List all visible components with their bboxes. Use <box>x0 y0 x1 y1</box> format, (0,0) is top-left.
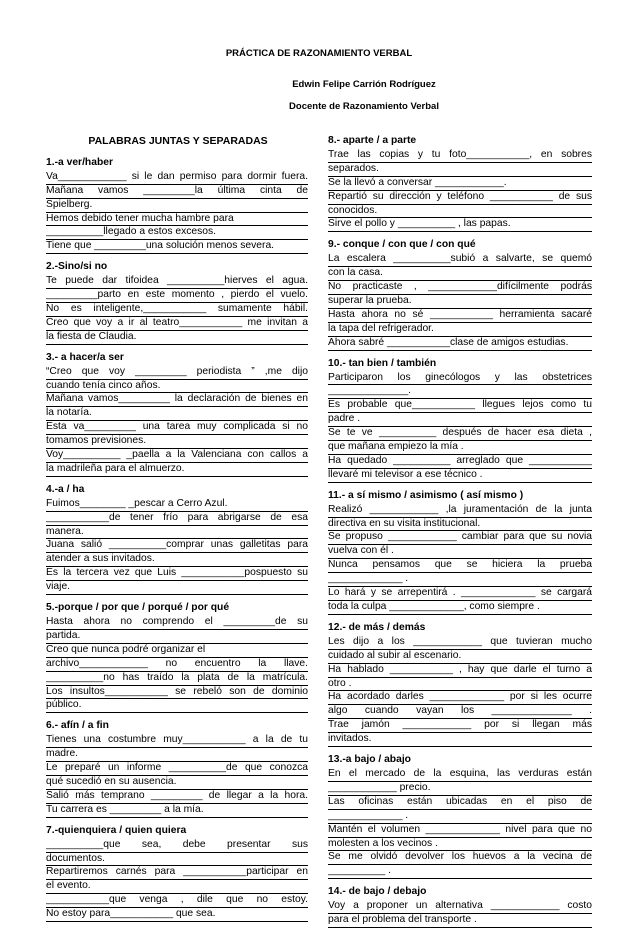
exercise-line: manera. <box>46 526 308 540</box>
exercise-line: No estoy para___________ que sea. <box>46 908 308 922</box>
exercise-line: Trae jamón ____________ por si llegan más <box>328 719 592 733</box>
exercise-line: Les dijo a los ____________ que tuvieran mucho <box>328 636 592 650</box>
exercise-line: público. <box>46 699 308 713</box>
exercise-line: Trae las copias y tu foto___________, en sobres <box>328 149 592 163</box>
exercise-title: 14.- de bajo / debajo <box>328 886 427 898</box>
exercise-line: Se te ve __________ después de hacer esa dieta , <box>328 427 592 441</box>
exercise-line: atender a sus invitados. <box>46 553 308 567</box>
exercise-line: viaje. <box>46 581 308 595</box>
exercise-line: la tapa del refrigerador. <box>328 323 592 337</box>
exercise-section <box>328 358 592 483</box>
exercise-line: Mañana vamos _________la última cinta de <box>46 185 308 199</box>
exercise-line: la fiesta de Claudia. <box>46 331 308 345</box>
exercise-line: partida. <box>46 630 308 644</box>
exercise-section <box>328 135 592 232</box>
exercise-line: La escalera __________subió a salvarte, se quemó <box>328 253 592 267</box>
column-title: PALABRAS JUNTAS Y SEPARADAS <box>88 135 268 147</box>
exercise-line: Ahora sabré ___________clase de amigos estudias. <box>328 337 592 351</box>
exercise-section <box>328 886 592 928</box>
exercise-line: Mantén el volumen _____________ nivel para que no <box>328 824 592 838</box>
right-column <box>328 135 592 935</box>
exercise-line: Es probable que___________ llegues lejos como tu <box>328 399 592 413</box>
exercise-line: Se me olvidó devolver los huevos a la vecina de <box>328 851 592 865</box>
exercise-line: Voy__________ _paella a la Valenciana con callos a <box>46 449 308 463</box>
exercise-line: Repartiremos carnés para ___________participar en <box>46 866 308 880</box>
document-title: PRÁCTICA DE RAZONAMIENTO VERBAL <box>225 48 413 59</box>
exercise-line: Realizó ____________ ,la juramentación de la junta <box>328 504 592 518</box>
exercise-title: 11.- a sí mismo / asimismo ( así mismo ) <box>328 489 524 501</box>
exercise-line: Mañana vamos_________ la declaración de bienes en <box>46 393 308 407</box>
author-role: Docente de Razonamiento Verbal <box>289 101 439 112</box>
left-column <box>46 135 308 929</box>
exercise-line: llevaré mi televisor a ese técnico . <box>328 469 592 483</box>
exercise-line: Le preparé un informe __________de que conozca <box>46 762 308 776</box>
exercise-title: 13.-a bajo / abajo <box>328 754 411 766</box>
exercise-line: que mañana empiezo la mía . <box>328 441 592 455</box>
exercise-line: la madrileña para el almuerzo. <box>46 463 308 477</box>
exercise-line: Lo hará y se arrepentirá . _____________ se cargará <box>328 587 592 601</box>
exercise-line: Tienes una costumbre muy___________ a la de tu <box>46 734 308 748</box>
author-name: Edwin Felipe Carrión Rodríguez <box>292 79 436 90</box>
exercise-line: En el mercado de la esquina, las verduras están <box>328 768 592 782</box>
exercise-line: Se la llevó a conversar ____________. <box>328 177 592 191</box>
exercise-line: Te puede dar tifoidea __________hierves el agua. <box>46 275 308 289</box>
exercise-section <box>46 720 308 817</box>
exercise-line: _____________ . <box>328 573 592 587</box>
exercise-line: __________llegado a estos excesos. <box>46 226 308 240</box>
exercise-line: Creo que voy a ir al teatro___________ me invitan a <box>46 317 308 331</box>
exercise-line: Repartió su dirección y teléfono ___________ de sus <box>328 191 592 205</box>
exercise-section <box>46 484 308 595</box>
exercise-title: 9.- conque / con que / con qué <box>328 239 476 251</box>
exercise-line: Esta va_________ una tarea muy complicada si no <box>46 421 308 435</box>
exercise-title: 12.- de más / demás <box>328 621 426 633</box>
exercise-line: No practicaste , ____________difícilmente podrás <box>328 281 592 295</box>
exercise-title: 8.- aparte / a parte <box>328 135 417 146</box>
exercise-line: ______________. <box>328 385 592 399</box>
exercise-line: Se propuso ____________ cambiar para que su novia <box>328 531 592 545</box>
exercise-section <box>46 352 308 477</box>
exercise-line: superar la prueba. <box>328 295 592 309</box>
exercise-line: Es la tercera vez que Luis ___________pospuesto su <box>46 567 308 581</box>
exercise-line: Nunca pensamos que se hiciera la prueba <box>328 559 592 573</box>
exercise-line: _____________ . <box>328 810 592 824</box>
exercise-line: Ha acordado darles _____________ por si les ocurre <box>328 691 592 705</box>
exercise-line: directiva en su visita institucional. <box>328 518 592 532</box>
exercise-title: 6.- afín / a fin <box>46 720 109 732</box>
exercise-line: “Creo que voy _________ periodista ” ,me dijo <box>46 366 308 380</box>
exercise-title: 2.-Sino/si no <box>46 261 108 273</box>
exercise-line: Creo que nunca podré organizar el <box>46 644 308 658</box>
exercise-line: archivo____________ no encuentro la llave. <box>46 658 308 672</box>
exercise-line: Ha hablado ___________ , hay que darle el turno a <box>328 664 592 678</box>
exercise-line: Va____________ si le dan permiso para dormir fuera. <box>46 171 308 185</box>
exercise-line: molesten a los vecinos . <box>328 838 592 852</box>
exercise-title: 3.- a hacer/a ser <box>46 351 124 363</box>
exercise-section <box>328 622 592 747</box>
exercise-line: __________no has traído la plata de la matrícula. <box>46 672 308 686</box>
exercise-section <box>46 261 308 344</box>
exercise-section <box>328 754 592 879</box>
exercise-line: __________ . <box>328 865 592 879</box>
exercise-line: Spielberg. <box>46 199 308 213</box>
exercise-line: la notaría. <box>46 407 308 421</box>
exercise-title: 10.- tan bien / también <box>328 357 437 369</box>
exercise-line: tomamos previsiones. <box>46 435 308 449</box>
exercise-line: conocidos. <box>328 205 592 219</box>
exercise-line: ___________que venga , dile que no estoy. <box>46 894 308 908</box>
exercise-title: 5.-porque / por que / porqué / por qué <box>46 602 230 614</box>
exercise-line: madre. <box>46 748 308 762</box>
exercise-line: Hasta ahora no sé ___________ herramienta sacaré <box>328 309 592 323</box>
exercise-title: 1.-a ver/haber <box>46 156 113 168</box>
exercise-line: _________parto en este momento , pierdo el vuelo. <box>46 289 308 303</box>
exercise-line: Salió más temprano _________ de llegar a la hora. <box>46 790 308 804</box>
exercise-line: con la casa. <box>328 267 592 281</box>
exercise-line: documentos. <box>46 853 308 867</box>
exercise-line: Tu carrera es _________ a la mía. <box>46 804 308 818</box>
exercise-section <box>46 157 308 254</box>
exercise-line: Juana salió __________comprar unas galletitas para <box>46 539 308 553</box>
exercise-line: cuidado al subir al escenario. <box>328 650 592 664</box>
exercise-line: invitados. <box>328 733 592 747</box>
exercise-line: vuelva con él . <box>328 545 592 559</box>
exercise-title: 4.-a / ha <box>46 483 85 495</box>
exercise-line: algo cuando vayan los ______________ . <box>328 705 592 719</box>
exercise-line: toda la culpa _____________, como siempre . <box>328 601 592 615</box>
exercise-line: Hasta ahora no comprendo el _________de su <box>46 616 308 630</box>
exercise-line: __________que sea, debe presentar sus <box>46 839 308 853</box>
exercise-line: Las oficinas están ubicadas en el piso de <box>328 796 592 810</box>
exercise-line: qué sucedió en su ausencia. <box>46 776 308 790</box>
exercise-title: 7.-quienquiera / quien quiera <box>46 824 187 836</box>
exercise-line: padre . <box>328 413 592 427</box>
exercise-line: Fuimos________ _pescar a Cerro Azul. <box>46 498 308 512</box>
exercise-line: cuando tenía cinco años. <box>46 380 308 394</box>
exercise-line: el evento. <box>46 880 308 894</box>
exercise-line: Voy a proponer un alternativa ____________ costo <box>328 900 592 914</box>
exercise-line: Participaron los ginecólogos y las obstetrices <box>328 372 592 386</box>
exercise-section <box>328 490 592 615</box>
exercise-line: para el problema del transporte . <box>328 914 592 928</box>
exercise-section <box>328 239 592 350</box>
exercise-line: otro . <box>328 678 592 692</box>
exercise-section <box>46 602 308 713</box>
exercise-section <box>46 825 308 922</box>
exercise-line: Ha quedado __________ arreglado que ___________ <box>328 455 592 469</box>
exercise-line: Hemos debido tener mucha hambre para <box>46 213 308 227</box>
exercise-line: Sirve el pollo y __________ , las papas. <box>328 218 592 232</box>
exercise-line: No es inteligente,___________ sumamente hábil. <box>46 303 308 317</box>
exercise-line: Los insultos___________ se rebeló son de dominio <box>46 686 308 700</box>
exercise-line: Tiene que _________una solución menos severa. <box>46 240 308 254</box>
exercise-line: ___________de tener frío para abrigarse de esa <box>46 512 308 526</box>
exercise-line: ____________ precio. <box>328 782 592 796</box>
exercise-line: separados. <box>328 163 592 177</box>
